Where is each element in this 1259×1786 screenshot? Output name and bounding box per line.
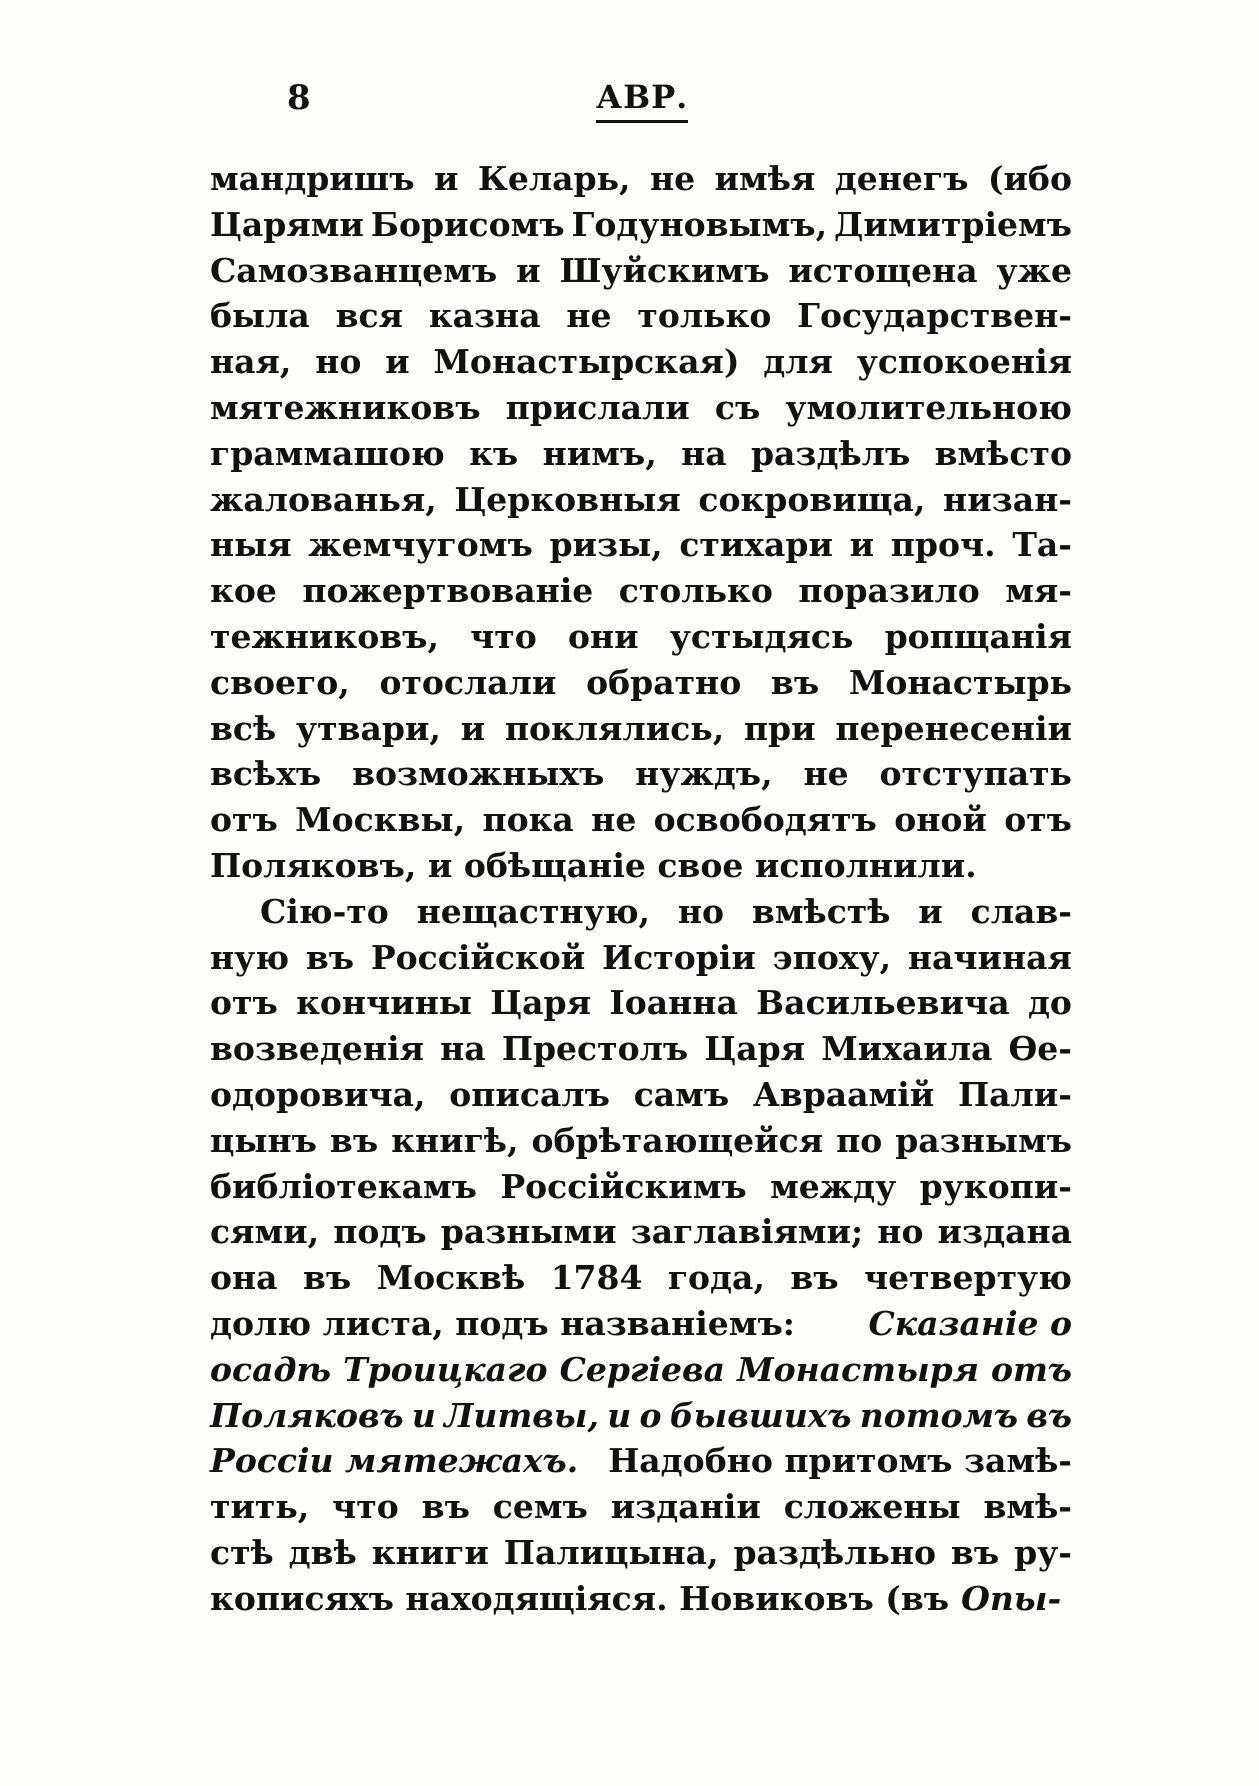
- text-line: [210, 1026, 1072, 1072]
- text-line-content: [210, 1484, 1072, 1530]
- text-line: [210, 1255, 1072, 1301]
- word: Палицына,: [503, 1532, 719, 1572]
- text-line: [210, 1164, 1072, 1210]
- word: на: [440, 1029, 486, 1069]
- word: въ: [770, 662, 820, 702]
- text-line: [210, 385, 1072, 431]
- word: жемчугомъ: [308, 525, 533, 565]
- word: Литвы,: [444, 1395, 599, 1435]
- word: столько: [618, 571, 773, 611]
- text-line-content: [210, 1026, 1072, 1072]
- paragraph-2-rest: [210, 1484, 1072, 1576]
- word: Престолъ: [501, 1029, 689, 1069]
- text-segment: долю листа, подъ названіемъ:: [210, 1303, 795, 1343]
- text-line: [210, 660, 1072, 706]
- word: обратно: [586, 662, 742, 702]
- text-line-content: [210, 980, 1072, 1026]
- word: не: [649, 159, 696, 198]
- text-line: [210, 156, 1072, 202]
- text-line-content: [210, 202, 1072, 248]
- text-line-content: [210, 522, 1072, 568]
- word: Поляковъ: [210, 1395, 404, 1435]
- word: пока: [482, 800, 574, 840]
- word: пожертвованіе: [302, 571, 594, 611]
- text-line: [210, 751, 1072, 797]
- text-segment: Надобно притомъ замѣ-: [608, 1441, 1072, 1481]
- text-line-content: [210, 1209, 1072, 1255]
- word: заглавіями;: [630, 1212, 864, 1252]
- word: осадѣ: [210, 1349, 332, 1389]
- word: вся: [335, 296, 403, 336]
- word: Церковныя: [454, 479, 681, 519]
- text-line-content: [210, 935, 1072, 981]
- word: Москвы,: [295, 800, 466, 840]
- text-line-content: [210, 1164, 1072, 1210]
- word: не: [803, 754, 849, 794]
- text-line: [210, 843, 1072, 889]
- text-line: [210, 980, 1072, 1026]
- word: между: [770, 1166, 897, 1206]
- word: и: [918, 891, 943, 931]
- word: изданіи: [610, 1487, 761, 1527]
- text-line: [210, 889, 1072, 935]
- word: отъ: [1004, 800, 1072, 840]
- word: Царя: [490, 983, 592, 1023]
- word: тежниковъ,: [210, 616, 439, 656]
- text-line-content: [210, 1530, 1072, 1576]
- word: разными: [440, 1212, 617, 1252]
- word: рукопи-: [919, 1166, 1072, 1206]
- italic-title-segment: Сказаніе о: [868, 1303, 1072, 1343]
- text-line: [210, 797, 1072, 843]
- word: мандришъ: [210, 159, 415, 198]
- word: освободятъ: [653, 800, 877, 840]
- word: потомъ: [859, 1395, 1019, 1435]
- word: она: [210, 1258, 278, 1298]
- word: но: [877, 1212, 924, 1252]
- word: въ: [305, 937, 355, 977]
- word: по: [836, 1120, 883, 1160]
- word: Годуновымъ,: [571, 204, 828, 244]
- word: двѣ: [288, 1532, 357, 1572]
- word: вмѣ-: [983, 1487, 1072, 1527]
- word: нимъ,: [542, 433, 657, 473]
- word: Пали-: [957, 1074, 1072, 1114]
- italic-title-line-2: [210, 1393, 1072, 1439]
- word: разнымъ: [895, 1120, 1072, 1160]
- word: устыдясь: [669, 616, 854, 656]
- word: до: [1027, 983, 1072, 1023]
- word: мятежниковъ: [210, 387, 481, 427]
- word: раздѣльно: [733, 1532, 937, 1572]
- word: прислали: [505, 387, 690, 427]
- word: Монастыря: [737, 1349, 980, 1389]
- text-segment: кописяхъ находящіяся. Новиковъ (въ: [210, 1578, 950, 1618]
- word: отъ: [210, 983, 278, 1023]
- word: нещастную,: [416, 891, 651, 931]
- word: бывшихъ: [669, 1395, 852, 1435]
- word: сями,: [210, 1212, 320, 1252]
- page-number: 8: [287, 78, 311, 118]
- word: и: [385, 342, 410, 382]
- word: книгѣ,: [391, 1120, 519, 1160]
- word: Россійскимъ: [500, 1166, 747, 1206]
- word: эпоху,: [772, 937, 892, 977]
- word: четвертую: [863, 1258, 1072, 1298]
- word: о: [639, 1395, 662, 1435]
- word: описалъ: [449, 1074, 610, 1114]
- word: низан-: [943, 479, 1072, 519]
- word: имѣя: [714, 159, 816, 198]
- word: была: [210, 296, 310, 336]
- word: съ: [714, 387, 761, 427]
- text-line: [210, 706, 1072, 752]
- word: Димитріемъ: [834, 204, 1072, 244]
- text-line-italic-title-start: [210, 1301, 1072, 1347]
- word: и: [411, 1395, 436, 1435]
- word: на: [681, 433, 727, 473]
- body-text: [210, 156, 1072, 1622]
- word: Исторіи: [602, 937, 756, 977]
- word: начиная: [907, 937, 1072, 977]
- text-line-italic-title-end: [210, 1438, 1072, 1484]
- word: уже: [996, 250, 1072, 290]
- text-line-content: Поляковъ, и обѣщаніе свое исполнили.: [210, 845, 977, 885]
- text-line: [210, 1484, 1072, 1530]
- word: ропщанія: [884, 616, 1072, 656]
- word: всѣ: [210, 708, 277, 748]
- word: Сергіева: [559, 1349, 726, 1389]
- word: 1784: [550, 1258, 643, 1298]
- word: Монастырь: [848, 662, 1072, 702]
- word: своего,: [210, 662, 350, 702]
- word: Троицкаго: [343, 1349, 548, 1389]
- text-line-content: [210, 477, 1072, 523]
- word: Царя: [704, 1029, 806, 1069]
- text-line: [210, 339, 1072, 385]
- word: раздѣлъ: [750, 433, 911, 473]
- word: и: [433, 159, 459, 198]
- text-line-content: [210, 248, 1072, 294]
- word: (ибо: [987, 159, 1072, 198]
- word: Самозванцемъ: [210, 250, 498, 290]
- text-line: [210, 1209, 1072, 1255]
- word: Монастырская): [433, 342, 740, 382]
- text-line: [210, 1530, 1072, 1576]
- text-line: [210, 477, 1072, 523]
- text-line-content: [260, 889, 1072, 935]
- word: поразило: [798, 571, 980, 611]
- text-line: [210, 248, 1072, 294]
- word: и: [460, 708, 486, 748]
- text-line-content: [210, 431, 1072, 477]
- word: слав-: [970, 891, 1072, 931]
- word: въ: [950, 1532, 1000, 1572]
- text-line: [210, 293, 1072, 339]
- text-line-italic: [210, 1347, 1072, 1393]
- word: отослали: [379, 662, 557, 702]
- word: поклялись,: [504, 708, 725, 748]
- word: Келарь,: [477, 159, 631, 198]
- word: ру-: [1014, 1532, 1072, 1572]
- text-line-content: [210, 293, 1072, 339]
- word: при: [743, 708, 816, 748]
- word: утвари,: [295, 708, 441, 748]
- word: истощена: [788, 250, 978, 290]
- word: Іоанна: [609, 983, 738, 1023]
- text-line: [210, 431, 1072, 477]
- word: кое: [210, 571, 277, 611]
- text-line-content: [210, 1072, 1072, 1118]
- word: Москвѣ: [376, 1258, 526, 1298]
- word: Шуйскимъ: [559, 250, 770, 290]
- text-line: [210, 1118, 1072, 1164]
- word: въ: [329, 1120, 379, 1160]
- word: перенесеніи: [835, 708, 1072, 748]
- word: и: [607, 1395, 632, 1435]
- word: отъ: [991, 1349, 1072, 1389]
- word: Россійской: [370, 937, 586, 977]
- word: проч.: [890, 525, 996, 565]
- word: самъ: [633, 1074, 730, 1114]
- word: денегъ: [834, 159, 969, 198]
- italic-title-line-1: [210, 1347, 1072, 1393]
- word: кончины: [296, 983, 472, 1023]
- word: подъ: [333, 1212, 427, 1252]
- text-line: [210, 202, 1072, 248]
- text-line-content: [210, 568, 1072, 614]
- word: оной: [894, 800, 987, 840]
- word: въ: [421, 1487, 470, 1527]
- word: сложены: [783, 1487, 961, 1527]
- italic-title-end: Россіи мятежахъ.: [210, 1441, 579, 1481]
- word: не: [591, 800, 637, 840]
- word: что: [470, 616, 537, 656]
- word: нуждъ,: [635, 754, 773, 794]
- word: казна: [428, 296, 541, 336]
- word: стѣ: [210, 1532, 274, 1572]
- word: не: [566, 296, 612, 336]
- page-header: [0, 78, 1259, 138]
- word: ная,: [210, 342, 292, 382]
- word: что: [332, 1487, 399, 1527]
- word: умолительною: [785, 387, 1072, 427]
- word: они: [567, 616, 639, 656]
- word: отъ: [210, 800, 278, 840]
- text-line: [210, 522, 1072, 568]
- word: Царями: [210, 204, 364, 244]
- word: Васильевича: [756, 983, 1010, 1023]
- word: въ: [790, 1258, 839, 1298]
- text-line-content: [210, 339, 1072, 385]
- text-line-content: [210, 1118, 1072, 1164]
- word: къ: [469, 433, 519, 473]
- word: вмѣстѣ: [751, 891, 891, 931]
- word: всѣхъ: [210, 754, 322, 794]
- text-line-content: [210, 751, 1072, 797]
- text-line-content: [210, 797, 1072, 843]
- word: Авраамій: [752, 1074, 935, 1114]
- word: года,: [667, 1258, 765, 1298]
- word: но: [315, 342, 362, 382]
- word: Ѳе-: [1008, 1029, 1072, 1069]
- paragraph-1: [210, 156, 1072, 889]
- word: возведенія: [210, 1029, 424, 1069]
- word: обрѣтающейся: [531, 1120, 824, 1160]
- text-line: [210, 1072, 1072, 1118]
- running-head: АВР.: [596, 78, 688, 123]
- word: Сію-то: [260, 891, 389, 931]
- text-line-content: [210, 660, 1072, 706]
- word: тить,: [210, 1487, 310, 1527]
- text-line-content: [210, 156, 1072, 202]
- text-line: [210, 614, 1072, 660]
- word: только: [637, 296, 772, 336]
- word: Государствен-: [797, 296, 1072, 336]
- word: сокровища,: [698, 479, 926, 519]
- word: библіотекамъ: [210, 1166, 477, 1206]
- text-line-italic: [210, 1393, 1072, 1439]
- word: ныя: [210, 525, 292, 565]
- word: въ: [1026, 1395, 1072, 1435]
- word: одоровича,: [210, 1074, 426, 1114]
- paragraph-2: [210, 889, 1072, 1301]
- word: вмѣсто: [934, 433, 1072, 473]
- word: Та-: [1012, 525, 1072, 565]
- text-line-content: [210, 1255, 1072, 1301]
- word: возможныхъ: [352, 754, 605, 794]
- text-line: [210, 568, 1072, 614]
- word: цынъ: [210, 1120, 317, 1160]
- text-line-content: [210, 614, 1072, 660]
- word: въ: [302, 1258, 352, 1298]
- word: успокоенія: [856, 342, 1072, 382]
- word: жалованья,: [210, 479, 437, 519]
- text-line-last: [210, 1576, 1072, 1622]
- word: Михаила: [821, 1029, 993, 1069]
- word: ризы,: [549, 525, 663, 565]
- word: ную: [210, 937, 290, 977]
- word: граммашою: [210, 433, 445, 473]
- word: мя-: [1005, 571, 1072, 611]
- text-line-content: [210, 706, 1072, 752]
- italic-segment: Опы-: [961, 1578, 1062, 1618]
- word: но: [677, 891, 725, 931]
- word: стихари: [679, 525, 833, 565]
- text-line-content: [210, 385, 1072, 431]
- word: Борисомъ: [370, 204, 565, 244]
- word: и: [516, 250, 541, 290]
- text-line: [210, 935, 1072, 981]
- word: отступать: [879, 754, 1072, 794]
- word: семъ: [492, 1487, 588, 1527]
- word: для: [763, 342, 833, 382]
- word: издана: [937, 1212, 1072, 1252]
- word: и: [849, 525, 875, 565]
- word: книги: [371, 1532, 489, 1572]
